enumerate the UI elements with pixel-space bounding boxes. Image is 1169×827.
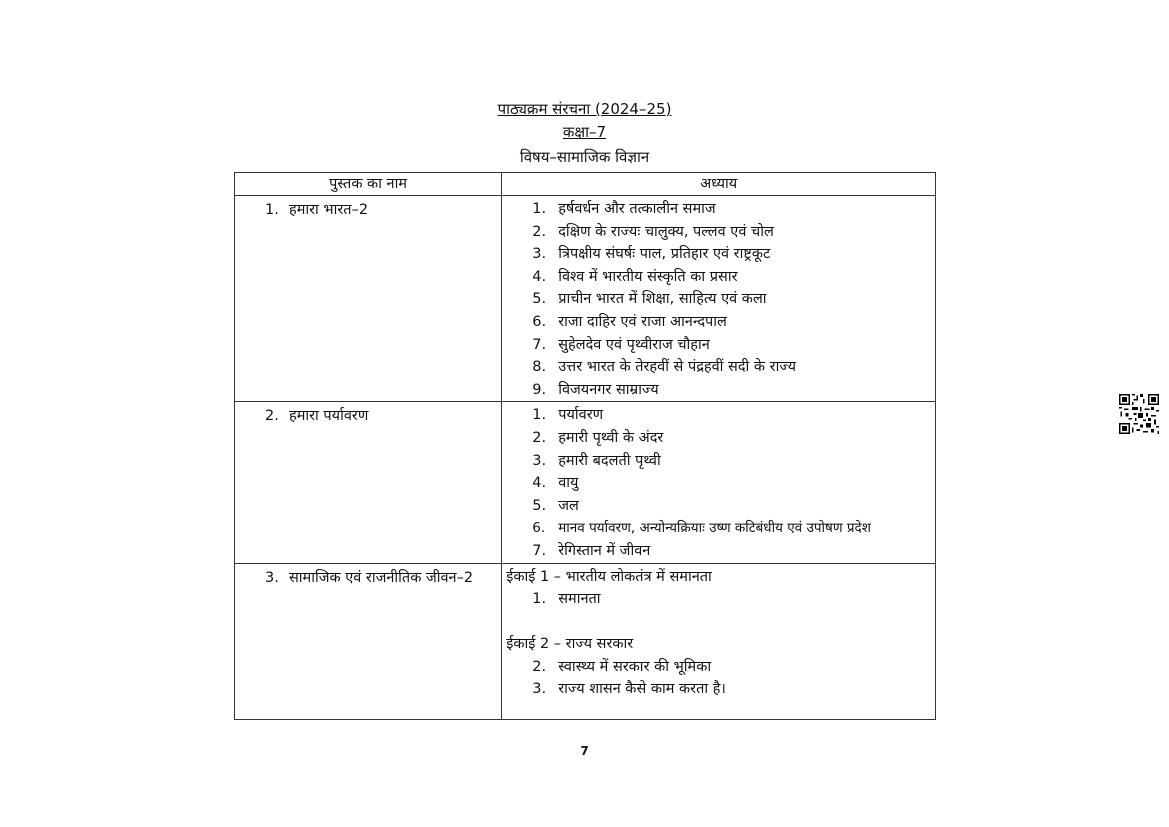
chapter-item: 1. हर्षवर्धन और तत्कालीन समाज xyxy=(532,201,716,217)
table-row xyxy=(235,563,936,720)
subject-label: विषय–सामाजिक विज्ञान xyxy=(519,148,650,166)
chapters-cell xyxy=(502,402,936,563)
qr-code-icon xyxy=(1119,394,1159,434)
chapter-item: 3. राज्य शासन कैसे काम करता है। xyxy=(532,681,726,698)
page-title: पाठ्यक्रम संरचना (2024–25) xyxy=(497,100,672,118)
chapter-item: 2. स्वास्थ्य में सरकार की भूमिका xyxy=(532,658,712,675)
table-row xyxy=(235,196,936,402)
book-name: हमारा पर्यावरण xyxy=(289,408,369,425)
chapter-item: 5. प्राचीन भारत में शिक्षा, साहित्य एवं कला xyxy=(532,291,767,308)
book-name: हमारा भारत–2 xyxy=(289,202,369,218)
chapter-item: 3. त्रिपक्षीय संघर्षः पाल, प्रतिहार एवं राष्ट्रकूट xyxy=(532,246,771,263)
chapter-item: 5. जल xyxy=(532,497,579,514)
chapters-cell xyxy=(502,196,936,402)
column-header-book: पुस्तक का नाम xyxy=(235,173,502,196)
chapter-item: 7. रेगिस्तान में जीवन xyxy=(532,542,651,559)
chapter-item: 1. समानता xyxy=(532,591,601,608)
unit-heading: ईकाई 1 – भारतीय लोकतंत्र में समानता xyxy=(506,568,712,585)
book-cell xyxy=(235,196,502,402)
chapters-cell xyxy=(502,563,936,720)
chapter-item: 4. वायु xyxy=(532,475,579,492)
chapter-item: 8. उत्तर भारत के तेरहवीं से पंद्रहवीं सदी के राज्य xyxy=(532,359,797,376)
chapter-item: 4. विश्व में भारतीय संस्कृति का प्रसार xyxy=(532,268,738,285)
table-header-row xyxy=(235,173,936,196)
book-cell xyxy=(235,563,502,720)
table-row xyxy=(235,402,936,563)
syllabus-table xyxy=(234,172,936,720)
page-number: 7 xyxy=(580,744,589,758)
chapter-item: 1. पर्यावरण xyxy=(532,407,604,424)
unit-heading: ईकाई 2 – राज्य सरकार xyxy=(506,636,634,653)
chapter-item: 6. राजा दाहिर एवं राजा आनन्दपाल xyxy=(532,313,727,330)
column-header-chapters: अध्याय xyxy=(502,173,936,196)
chapter-item: 2. दक्षिण के राज्यः चालुक्य, पल्लव एवं चोल xyxy=(532,223,774,240)
book-cell xyxy=(235,402,502,563)
chapter-item: 9. विजयनगर साम्राज्य xyxy=(532,381,659,398)
chapter-item: 3. हमारी बदलती पृथ्वी xyxy=(532,452,661,469)
chapter-item: 7. सुहेलदेव एवं पृथ्वीराज चौहान xyxy=(532,336,710,353)
class-label: कक्षा–7 xyxy=(562,123,607,141)
book-number: 2. xyxy=(265,408,279,425)
book-name: सामाजिक एवं राजनीतिक जीवन–2 xyxy=(289,569,474,586)
chapter-item: 2. हमारी पृथ्वी के अंदर xyxy=(532,429,664,446)
chapter-item: 6. मानव पर्यावरण, अन्योन्यक्रियाः उष्ण कटिबंधीय एवं उपोषण प्रदेश xyxy=(532,520,871,537)
book-number: 1. xyxy=(265,202,279,218)
book-number: 3. xyxy=(265,569,279,586)
